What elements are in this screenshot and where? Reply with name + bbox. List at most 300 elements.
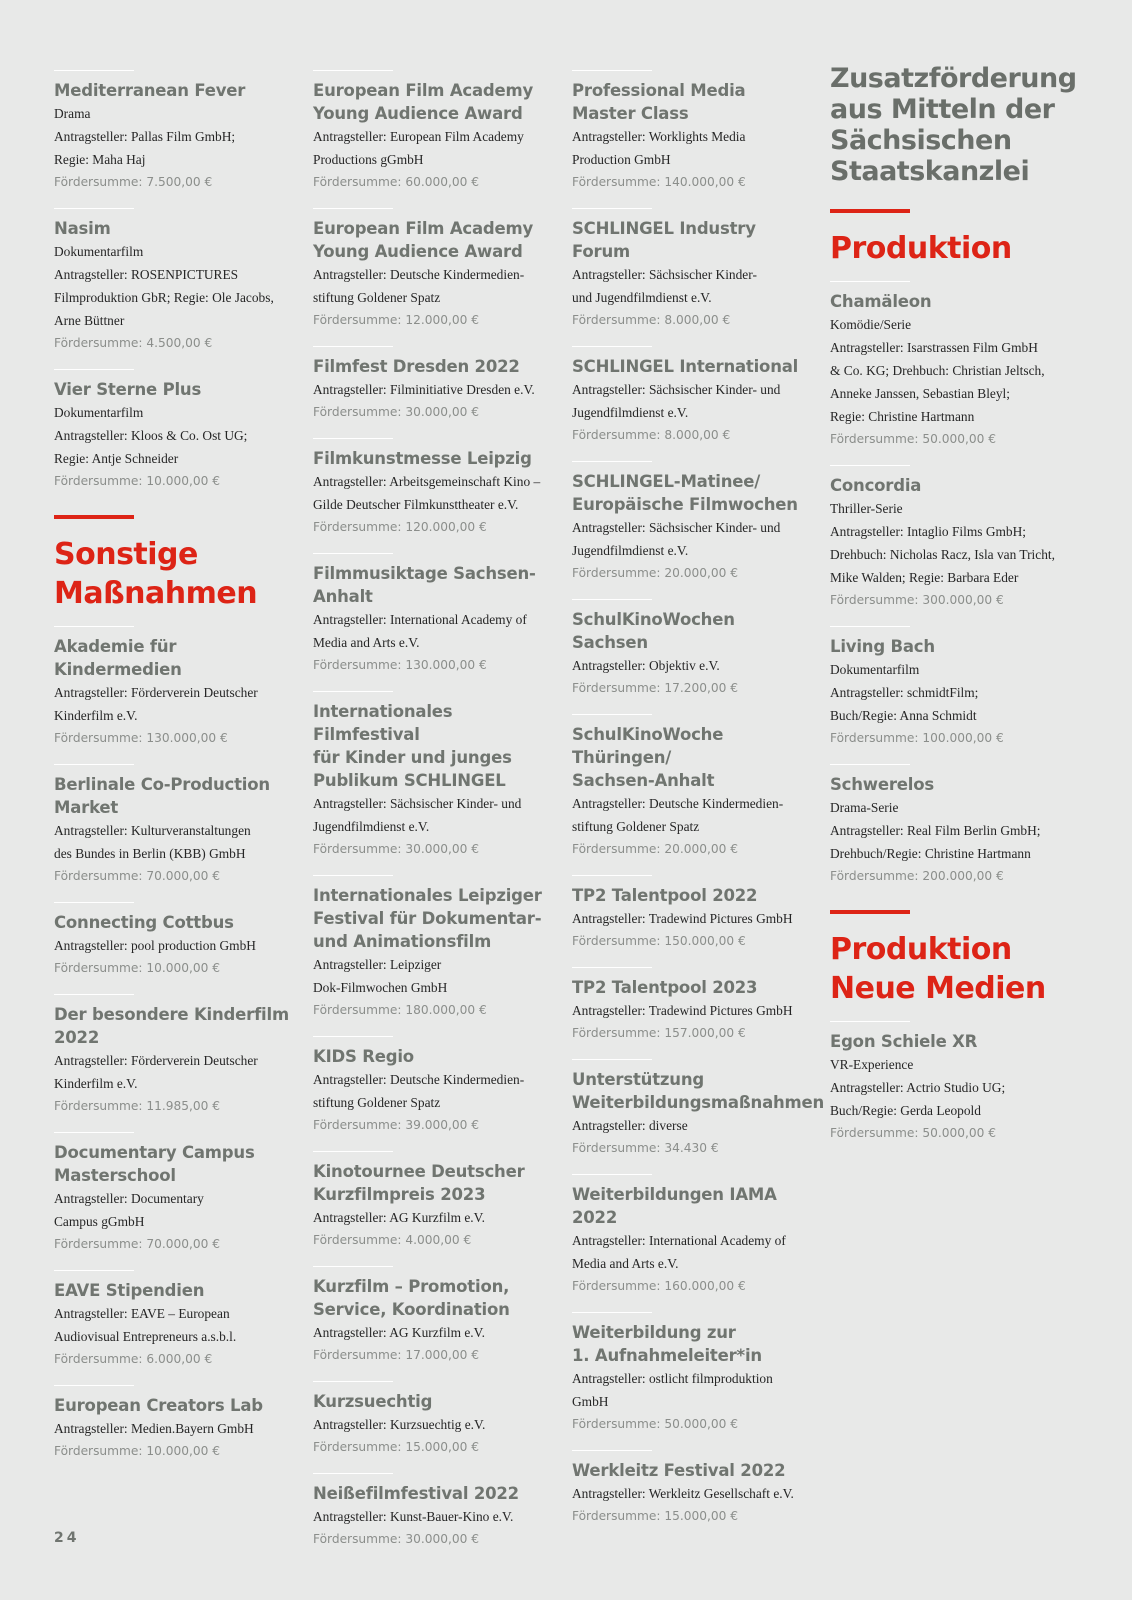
entry-text-line: Antragsteller: Förderverein Deutscher (54, 1053, 258, 1068)
entry-title (830, 474, 1070, 497)
entry-funding-amount: Fördersumme: 10.000,00 € (54, 474, 221, 488)
section-heading-line: Produktion (830, 231, 1012, 266)
entry-divider (54, 70, 134, 71)
entry-funding-amount: Fördersumme: 30.000,00 € (313, 1532, 480, 1546)
entry-title-line: Egon Schiele XR (830, 1032, 978, 1051)
entry-funding-amount: Fördersumme: 20.000,00 € (572, 842, 739, 856)
entry-funding-amount: Fördersumme: 160.000,00 € (572, 1279, 746, 1293)
entry-divider (313, 553, 393, 554)
entry-divider (54, 1270, 134, 1271)
entry-title-line: EAVE Stipendien (54, 1281, 205, 1300)
entry-funding-amount: Fördersumme: 100.000,00 € (830, 731, 1004, 745)
entry-title-line: Berlinale Co-Production (54, 775, 270, 794)
entry-funding-amount: Fördersumme: 15.000,00 € (313, 1440, 480, 1454)
entry-text-line: Antragsteller: Sächsischer Kinder- (572, 267, 757, 282)
entry-applicant (54, 424, 294, 470)
entry-text-line: Antragsteller: Isarstrassen Film GmbH (830, 340, 1038, 355)
entry-text-line: und Jugendfilmdienst e.V. (572, 290, 712, 305)
entry-title (54, 217, 294, 240)
entry-text-line: & Co. KG; Drehbuch: Christian Jeltsch, (830, 363, 1045, 378)
funding-entry (313, 1036, 553, 1137)
entry-text-line: Buch/Regie: Gerda Leopold (830, 1103, 981, 1118)
entry-title-line: Kurzfilmpreis 2023 (313, 1185, 486, 1204)
entry-text-line: GmbH (572, 1394, 609, 1409)
section-heading-line: Maßnahmen (54, 576, 258, 611)
entry-applicant (572, 792, 812, 838)
entry-title (313, 884, 553, 953)
entry-text-line: Antragsteller: Real Film Berlin GmbH; (830, 823, 1041, 838)
entry-applicant (830, 336, 1070, 428)
entry-title (54, 635, 294, 681)
section-heading-line: Neue Medien (830, 971, 1046, 1006)
entry-funding-amount: Fördersumme: 30.000,00 € (313, 842, 480, 856)
entry-applicant (572, 1367, 812, 1413)
entry-applicant (313, 1206, 553, 1229)
funding-entry (572, 208, 812, 332)
entry-text-line: Mike Walden; Regie: Barbara Eder (830, 570, 1019, 585)
entry-applicant (54, 1187, 294, 1233)
funding-entry (313, 691, 553, 861)
entry-text-line: Antragsteller: Sächsischer Kinder- und (313, 796, 522, 811)
entry-funding-amount: Fördersumme: 20.000,00 € (572, 566, 739, 580)
entry-funding-amount: Fördersumme: 10.000,00 € (54, 1444, 221, 1458)
entry-title-line: Internationales Leipziger (313, 886, 542, 905)
entry-text-line: Regie: Maha Haj (54, 152, 146, 167)
entry-title (313, 562, 553, 608)
funding-entry (313, 438, 553, 539)
entry-title-line: Sachsen-Anhalt (572, 771, 715, 790)
entry-divider (572, 1450, 652, 1451)
entry-applicant (830, 520, 1070, 589)
entry-text-line: Antragsteller: Medien.Bayern GmbH (54, 1421, 254, 1436)
entry-applicant (313, 1505, 553, 1528)
entry-title (54, 773, 294, 819)
entry-applicant (572, 654, 812, 677)
entry-text-line: Antragsteller: schmidtFilm; (830, 685, 979, 700)
entry-divider (54, 902, 134, 903)
entry-title (572, 79, 812, 125)
funding-entry (830, 626, 1070, 750)
entry-divider (313, 1473, 393, 1474)
entry-text-line: Antragsteller: Sächsischer Kinder- und (572, 382, 781, 397)
section-accent-rule (54, 515, 134, 519)
entry-applicant (572, 1114, 812, 1137)
entry-title-line: Kinotournee Deutscher (313, 1162, 525, 1181)
entry-text-line: Drama (54, 106, 91, 121)
entry-applicant (313, 953, 553, 999)
entry-applicant (572, 378, 812, 424)
entry-text-line: Campus gGmbH (54, 1214, 145, 1229)
entry-funding-amount: Fördersumme: 17.000,00 € (313, 1348, 480, 1362)
entry-title-line: Master Class (572, 104, 689, 123)
entry-text-line: Antragsteller: diverse (572, 1118, 688, 1133)
entry-divider (572, 714, 652, 715)
entry-funding-amount: Fördersumme: 30.000,00 € (313, 405, 480, 419)
entry-title-line: European Film Academy (313, 81, 534, 100)
column-2 (313, 70, 553, 1565)
entry-text-line: Antragsteller: Tradewind Pictures GmbH (572, 911, 793, 926)
entry-genre (830, 497, 1070, 520)
entry-divider (313, 1036, 393, 1037)
funding-entry (313, 70, 553, 194)
entry-title-line: Professional Media (572, 81, 746, 100)
entry-divider (572, 346, 652, 347)
funding-entry (54, 626, 294, 750)
funding-entry (830, 281, 1070, 451)
entry-title-line: Young Audience Award (313, 242, 523, 261)
entry-divider (830, 626, 910, 627)
funding-entry (313, 1473, 553, 1551)
entry-title (572, 1459, 812, 1482)
entry-funding-amount: Fördersumme: 140.000,00 € (572, 175, 746, 189)
entry-applicant (572, 263, 812, 309)
section-block (572, 70, 825, 1528)
entry-title (313, 1045, 553, 1068)
entry-title-line: für Kinder und junges (313, 748, 512, 767)
entry-title-line: Living Bach (830, 637, 935, 656)
entry-funding-amount: Fördersumme: 7.500,00 € (54, 175, 213, 189)
entry-divider (830, 465, 910, 466)
entry-divider (313, 1266, 393, 1267)
column-3 (572, 70, 825, 1542)
entry-text-line: Antragsteller: Leipziger (313, 957, 442, 972)
funding-entry (830, 465, 1070, 612)
entry-divider (54, 1385, 134, 1386)
entry-title-line: 1. Aufnahmeleiter*in (572, 1346, 762, 1365)
entry-text-line: Kinderfilm e.V. (54, 1076, 138, 1091)
entry-funding-amount: Fördersumme: 50.000,00 € (830, 1126, 997, 1140)
entry-text-line: Kinderfilm e.V. (54, 708, 138, 723)
entry-divider (313, 1151, 393, 1152)
funding-entry (54, 70, 294, 194)
entry-text-line: Dokumentarfilm (54, 405, 144, 420)
entry-text-line: Jugendfilmdienst e.V. (313, 819, 430, 834)
entry-divider (572, 1312, 652, 1313)
entry-title-line: Market (54, 798, 119, 817)
entry-divider (572, 1174, 652, 1175)
entry-divider (572, 1059, 652, 1060)
entry-applicant (572, 999, 812, 1022)
entry-applicant (572, 1482, 812, 1505)
entry-applicant (54, 681, 294, 727)
funding-entry (54, 902, 294, 980)
entry-applicant (54, 125, 294, 171)
entry-text-line: Antragsteller: Deutsche Kindermedien- (313, 267, 525, 282)
entry-divider (54, 994, 134, 995)
entry-text-line: Antragsteller: Werkleitz Gesellschaft e.V. (572, 1486, 794, 1501)
entry-funding-amount: Fördersumme: 60.000,00 € (313, 175, 480, 189)
entry-title (572, 1068, 825, 1114)
entry-genre (54, 102, 294, 125)
entry-applicant (54, 263, 294, 332)
entry-title (54, 378, 294, 401)
entry-divider (572, 967, 652, 968)
entry-text-line: Antragsteller: Actrio Studio UG; (830, 1080, 1006, 1095)
entry-title-line: und Animationsfilm (313, 932, 492, 951)
funding-entry (572, 1312, 812, 1436)
entry-applicant (54, 1049, 294, 1095)
entry-title-line: Concordia (830, 476, 922, 495)
entry-funding-amount: Fördersumme: 12.000,00 € (313, 313, 480, 327)
entry-title (54, 1141, 294, 1187)
section-heading (830, 229, 1070, 268)
funding-entry (313, 1381, 553, 1459)
entry-title-line: Schwerelos (830, 775, 934, 794)
entry-title (572, 723, 812, 792)
entry-funding-amount: Fördersumme: 200.000,00 € (830, 869, 1004, 883)
funding-entry (572, 875, 812, 953)
entry-applicant (830, 819, 1070, 865)
column-1 (54, 70, 294, 1477)
entry-text-line: Gilde Deutscher Filmkunsttheater e.V. (313, 497, 519, 512)
entry-applicant (313, 470, 553, 516)
entry-applicant (830, 1076, 1070, 1122)
section-block (830, 910, 1070, 1145)
entry-title-line: Filmmusiktage Sachsen-Anhalt (313, 564, 536, 606)
entry-title (572, 1183, 812, 1229)
entry-funding-amount: Fördersumme: 300.000,00 € (830, 593, 1004, 607)
entry-text-line: Antragsteller: pool production GmbH (54, 938, 256, 953)
entry-divider (54, 208, 134, 209)
entry-title (313, 355, 553, 378)
funding-entry (830, 764, 1070, 888)
entry-genre (54, 240, 294, 263)
main-heading-line: Sächsischen (830, 125, 1012, 156)
entry-text-line: Antragsteller: Filminitiative Dresden e.V. (313, 382, 535, 397)
entry-funding-amount: Fördersumme: 150.000,00 € (572, 934, 746, 948)
entry-text-line: Antragsteller: International Academy of (313, 612, 527, 627)
entry-title (54, 1279, 294, 1302)
entry-title-line: Internationales Filmfestival (313, 702, 453, 744)
entry-title (572, 1321, 812, 1367)
entry-divider (313, 1381, 393, 1382)
entry-divider (572, 208, 652, 209)
entry-title-line: SCHLINGEL International (572, 357, 799, 376)
entry-funding-amount: Fördersumme: 130.000,00 € (54, 731, 228, 745)
entry-funding-amount: Fördersumme: 50.000,00 € (830, 432, 997, 446)
entry-divider (54, 1132, 134, 1133)
entry-divider (313, 346, 393, 347)
entry-title (313, 700, 553, 792)
entry-title (313, 79, 553, 125)
entry-title-line: Service, Koordination (313, 1300, 510, 1319)
entry-title-line: SchulKinoWoche Thüringen/ (572, 725, 724, 767)
entry-funding-amount: Fördersumme: 120.000,00 € (313, 520, 487, 534)
entry-text-line: Regie: Christine Hartmann (830, 409, 975, 424)
funding-entry (54, 369, 294, 493)
funding-entry (313, 346, 553, 424)
entry-applicant (313, 125, 553, 171)
entry-title (830, 635, 1070, 658)
entry-title-line: Vier Sterne Plus (54, 380, 202, 399)
entry-title (830, 773, 1070, 796)
entry-text-line: Antragsteller: Arbeitsgemeinschaft Kino – (313, 474, 541, 489)
entry-title (830, 1030, 1070, 1053)
section-heading (54, 535, 294, 613)
entry-applicant (572, 125, 812, 171)
entry-title-line: Young Audience Award (313, 104, 523, 123)
entry-genre (54, 401, 294, 424)
funding-entry (54, 1385, 294, 1463)
entry-funding-amount: Fördersumme: 70.000,00 € (54, 869, 221, 883)
entry-funding-amount: Fördersumme: 15.000,00 € (572, 1509, 739, 1523)
entry-divider (313, 208, 393, 209)
funding-entry (572, 599, 812, 700)
funding-entry (830, 1021, 1070, 1145)
entry-title-line: Akademie für Kindermedien (54, 637, 182, 679)
entry-text-line: Antragsteller: Kunst-Bauer-Kino e.V. (313, 1509, 514, 1524)
entry-divider (313, 438, 393, 439)
funding-entry (572, 714, 812, 861)
entry-text-line: Productions gGmbH (313, 152, 424, 167)
funding-entry (313, 1151, 553, 1252)
entry-applicant (54, 819, 294, 865)
section-block (54, 515, 294, 1463)
entry-text-line: stiftung Goldener Spatz (313, 1095, 441, 1110)
entry-applicant (54, 934, 294, 957)
entry-applicant (313, 792, 553, 838)
entry-divider (313, 70, 393, 71)
section-block (54, 70, 294, 493)
entry-title (313, 1482, 553, 1505)
entry-text-line: Drehbuch: Nicholas Racz, Isla van Tricht, (830, 547, 1055, 562)
entry-title-line: SCHLINGEL-Matinee/ (572, 472, 761, 491)
entry-title-line: SCHLINGEL Industry Forum (572, 219, 756, 261)
entry-divider (54, 764, 134, 765)
entry-applicant (313, 608, 553, 654)
entry-text-line: Antragsteller: Kurzsuechtig e.V. (313, 1417, 486, 1432)
entry-text-line: Dokumentarfilm (830, 662, 920, 677)
section-main-heading (830, 63, 1077, 187)
entry-divider (830, 1021, 910, 1022)
entry-divider (572, 875, 652, 876)
entry-funding-amount: Fördersumme: 4.500,00 € (54, 336, 213, 350)
entry-title-line: Nasim (54, 219, 111, 238)
entry-text-line: Antragsteller: Sächsischer Kinder- und (572, 520, 781, 535)
entry-text-line: Dokumentarfilm (54, 244, 144, 259)
entry-text-line: Antragsteller: Objektiv e.V. (572, 658, 720, 673)
funding-entry (54, 1270, 294, 1371)
entry-funding-amount: Fördersumme: 8.000,00 € (572, 428, 731, 442)
entry-text-line: Antragsteller: Tradewind Pictures GmbH (572, 1003, 793, 1018)
entry-funding-amount: Fördersumme: 8.000,00 € (572, 313, 731, 327)
entry-divider (54, 369, 134, 370)
entry-text-line: Antragsteller: International Academy of (572, 1233, 786, 1248)
entry-title-line: Unterstützung (572, 1070, 705, 1089)
entry-text-line: Antragsteller: Worklights Media (572, 129, 746, 144)
funding-entry (54, 764, 294, 888)
entry-text-line: Production GmbH (572, 152, 671, 167)
section-heading-line: Sonstige (54, 537, 198, 572)
entry-applicant (572, 516, 812, 562)
entry-applicant (313, 1068, 553, 1114)
entry-text-line: des Bundes in Berlin (KBB) GmbH (54, 846, 246, 861)
funding-entry (572, 1059, 825, 1160)
entry-text-line: stiftung Goldener Spatz (313, 290, 441, 305)
entry-title-line: Neißefilmfestival 2022 (313, 1484, 519, 1503)
entry-title-line: European Creators Lab (54, 1396, 263, 1415)
entry-title-line: Mediterranean Fever (54, 81, 246, 100)
entry-divider (313, 691, 393, 692)
entry-title-line: Filmkunstmesse Leipzig (313, 449, 532, 468)
entry-title-line: SchulKinoWochen Sachsen (572, 610, 735, 652)
entry-text-line: VR-Experience (830, 1057, 914, 1072)
main-heading-line: Zusatzförderung (830, 63, 1077, 94)
entry-genre (830, 658, 1070, 681)
entry-applicant (54, 1417, 294, 1440)
funding-entry (313, 553, 553, 677)
entry-divider (313, 875, 393, 876)
funding-entry (54, 208, 294, 355)
entry-funding-amount: Fördersumme: 10.000,00 € (54, 961, 221, 975)
entry-title (572, 884, 812, 907)
section-block (830, 209, 1070, 888)
entry-genre (830, 313, 1070, 336)
entry-divider (54, 626, 134, 627)
entry-title (54, 911, 294, 934)
entry-text-line: Antragsteller: Kulturveranstaltungen (54, 823, 251, 838)
entry-title (830, 290, 1070, 313)
entry-title-line: Chamäleon (830, 292, 932, 311)
funding-entry (572, 70, 812, 194)
entry-text-line: Buch/Regie: Anna Schmidt (830, 708, 977, 723)
entry-text-line: Media and Arts e.V. (572, 1256, 679, 1271)
entry-text-line: Dok-Filmwochen GmbH (313, 980, 448, 995)
entry-text-line: Antragsteller: Deutsche Kindermedien- (313, 1072, 525, 1087)
entry-divider (830, 281, 910, 282)
entry-funding-amount: Fördersumme: 17.200,00 € (572, 681, 739, 695)
entry-title (313, 447, 553, 470)
entry-text-line: Filmproduktion GbR; Regie: Ole Jacobs, (54, 290, 274, 305)
entry-text-line: Media and Arts e.V. (313, 635, 420, 650)
entry-text-line: Antragsteller: ostlicht filmproduktion (572, 1371, 773, 1386)
entry-title (54, 79, 294, 102)
entry-funding-amount: Fördersumme: 157.000,00 € (572, 1026, 746, 1040)
funding-entry (572, 1174, 812, 1298)
entry-funding-amount: Fördersumme: 11.985,00 € (54, 1099, 221, 1113)
entry-text-line: Antragsteller: AG Kurzfilm e.V. (313, 1325, 485, 1340)
entry-text-line: Antragsteller: ROSENPICTURES (54, 267, 239, 282)
entry-applicant (54, 1302, 294, 1348)
section-block (313, 70, 553, 1551)
entry-title-line: 2022 (54, 1028, 100, 1047)
main-heading-line: aus Mitteln der (830, 94, 1055, 125)
entry-applicant (572, 1229, 812, 1275)
entry-text-line: Audiovisual Entrepreneurs a.s.b.l. (54, 1329, 237, 1344)
funding-entry (572, 346, 812, 447)
entry-title (572, 976, 812, 999)
entry-title-line: Weiterbildungen IAMA 2022 (572, 1185, 777, 1227)
entry-text-line: Antragsteller: Documentary (54, 1191, 204, 1206)
entry-genre (830, 1053, 1070, 1076)
entry-title (572, 470, 812, 516)
funding-entry (313, 208, 553, 332)
entry-title-line: Filmfest Dresden 2022 (313, 357, 520, 376)
section-accent-rule (830, 209, 910, 213)
funding-entry (572, 461, 812, 585)
entry-title-line: TP2 Talentpool 2023 (572, 978, 758, 997)
entry-title-line: Kurzfilm – Promotion, (313, 1277, 510, 1296)
entry-funding-amount: Fördersumme: 50.000,00 € (572, 1417, 739, 1431)
entry-text-line: Drehbuch/Regie: Christine Hartmann (830, 846, 1031, 861)
entry-text-line: Arne Büttner (54, 313, 125, 328)
entry-applicant (572, 907, 812, 930)
entry-title-line: Masterschool (54, 1166, 176, 1185)
entry-text-line: Antragsteller: Pallas Film GmbH; (54, 129, 236, 144)
entry-text-line: Antragsteller: Deutsche Kindermedien- (572, 796, 784, 811)
column-4 (830, 63, 1077, 1159)
entry-text-line: Antragsteller: Intaglio Films GmbH; (830, 524, 1027, 539)
